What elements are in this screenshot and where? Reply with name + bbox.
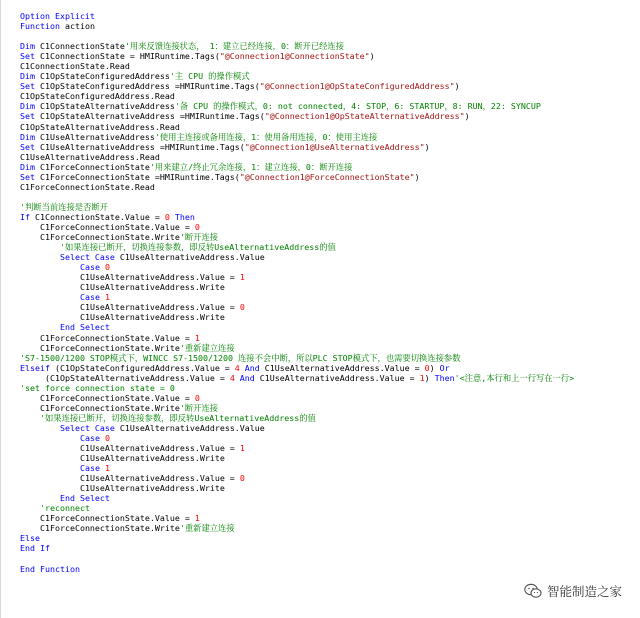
code-token: C1OpStateAlternativeAddress =HMIRuntime.Tags( — [39, 111, 265, 122]
code-token: C1ForceConnectionState.Value = — [39, 513, 195, 524]
code-token: 0 — [104, 432, 110, 443]
code-token: End Function — [20, 563, 80, 574]
code-token: C1ForceConnectionState.Write — [39, 523, 180, 534]
code-line — [20, 373, 574, 383]
code-token: Dim — [20, 131, 40, 142]
code-token: Case — [79, 292, 105, 303]
code-line — [20, 503, 574, 513]
code-token: '断开连接 — [179, 402, 219, 413]
code-token: C1UseAlternativeAddress.Read — [20, 151, 160, 162]
code-token: C1ForceConnectionState.Read — [20, 181, 155, 192]
code-line — [20, 353, 574, 363]
code-line — [20, 81, 574, 91]
code-token: Dim — [20, 161, 40, 172]
code-line — [20, 71, 574, 81]
code-token: 1 — [104, 463, 110, 474]
code-line — [20, 443, 574, 453]
code-line — [20, 142, 574, 152]
code-line — [20, 91, 574, 101]
code-line — [20, 152, 574, 162]
code-token: C1UseAlternativeAddress.Value = — [79, 272, 240, 283]
code-token: 1 — [419, 372, 425, 383]
code-token: 1 — [104, 292, 110, 303]
code-token: 1 — [239, 443, 245, 454]
code-line — [20, 172, 574, 182]
code-token: Else — [20, 533, 40, 544]
code-token: Function — [20, 21, 65, 32]
code-token: 'S7-1500/1200 STOP模式下，WINCC S7-1500/1200 连接不会中断，所以PLC STOP模式下，也需要切换连接参数 — [20, 352, 461, 363]
code-token: C1UseAlternativeAddress.Value = — [264, 362, 425, 373]
code-token: 4 — [234, 362, 240, 373]
code-line — [20, 162, 574, 172]
code-line — [20, 423, 574, 433]
code-token: 0 — [424, 362, 430, 373]
code-token: C1UseAlternativeAddress.Value = — [79, 443, 240, 454]
code-token: C1UseAlternativeAddress.Write — [79, 312, 225, 323]
code-line — [20, 433, 574, 443]
watermark-text: 智能制造之家 — [546, 584, 622, 599]
wechat-icon — [524, 583, 542, 599]
code-token: Elseif — [20, 362, 55, 373]
code-line — [20, 182, 574, 192]
code-token: Dim — [20, 41, 40, 52]
code-line — [20, 483, 574, 493]
code-token: C1UseAlternativeAddress.Value — [119, 252, 265, 263]
code-token: '如果连接已断开，切换连接参数，即反转UseAlternativeAddress的值 — [59, 242, 336, 253]
code-token: action — [64, 21, 95, 32]
code-token: C1UseAlternativeAddress.Value = — [79, 473, 240, 484]
code-line — [20, 473, 574, 483]
code-token: ) — [424, 141, 430, 152]
code-line — [20, 312, 574, 322]
code-line — [20, 513, 574, 523]
code-line — [20, 122, 574, 132]
code-line — [20, 31, 574, 41]
code-token: End Select — [59, 493, 110, 504]
code-token: 4 — [229, 372, 235, 383]
code-token: C1ForceConnectionState.Value = — [39, 392, 195, 403]
code-token: If — [20, 211, 35, 222]
code-token: C1UseAlternativeAddress.Value = — [259, 372, 420, 383]
code-line — [20, 333, 574, 343]
code-token: Case — [79, 432, 105, 443]
code-token: Dim — [20, 101, 40, 112]
code-token: C1ConnectionState — [39, 41, 125, 52]
code-token: ) — [429, 362, 440, 373]
code-token: C1ForceConnectionState.Value = — [39, 221, 195, 232]
code-token: Set — [20, 171, 40, 182]
code-line — [20, 533, 574, 543]
code-token: C1OpStateAlternativeAddress — [39, 101, 175, 112]
code-line — [20, 252, 574, 262]
code-token: 1 — [194, 513, 200, 524]
code-token: "@Connection1@ForceConnectionState" — [239, 171, 415, 182]
code-token: Set — [20, 81, 40, 92]
code-token: 0 — [194, 392, 200, 403]
code-line — [20, 543, 574, 553]
code-line — [20, 282, 574, 292]
code-line — [20, 61, 574, 71]
code-token: C1ForceConnectionState.Value = — [39, 332, 195, 343]
code-line — [20, 11, 574, 21]
code-token: Set — [20, 111, 40, 122]
code-token: ) — [369, 51, 375, 62]
code-token: Or — [439, 362, 450, 373]
code-token: Set — [20, 141, 40, 152]
code-line — [20, 322, 574, 332]
code-token: C1UseAlternativeAddress.Write — [79, 483, 225, 494]
code-token: Dim — [20, 71, 40, 82]
code-line — [20, 202, 574, 212]
code-line — [20, 343, 574, 353]
code-line — [20, 41, 574, 51]
code-token: C1UseAlternativeAddress.Write — [79, 453, 225, 464]
code-line — [20, 262, 574, 272]
code-token: ) — [424, 372, 435, 383]
code-token: '用来建立/终止冗余连接，1：建立连接，0：断开连接 — [149, 161, 353, 172]
code-line — [20, 292, 574, 302]
code-token: ) — [454, 81, 460, 92]
code-token: C1ForceConnectionState.Write — [39, 402, 180, 413]
code-line — [20, 111, 574, 121]
code-token: 0 — [104, 262, 110, 273]
vbscript-code[interactable] — [20, 11, 574, 574]
code-token: 'reconnect — [39, 503, 90, 514]
code-token: Set — [20, 51, 40, 62]
watermark — [524, 582, 622, 600]
code-token: Case — [79, 262, 105, 273]
code-token: Select Case — [59, 422, 120, 433]
code-token: '主 CPU 的操作模式 — [169, 71, 250, 82]
code-line — [20, 272, 574, 282]
code-token: '<注意,本行和上一行写在一行> — [454, 372, 575, 383]
code-token: C1ForceConnectionState.Write — [39, 342, 180, 353]
code-line — [20, 363, 574, 373]
code-token: C1OpStateConfiguredAddress.Read — [20, 91, 175, 102]
code-line — [20, 132, 574, 142]
code-line — [20, 493, 574, 503]
code-line — [20, 302, 574, 312]
code-token: C1UseAlternativeAddress.Value = — [79, 302, 240, 313]
code-line — [20, 232, 574, 242]
code-token: C1UseAlternativeAddress.Value — [119, 422, 265, 433]
code-token: '用来反馈连接状态， 1：建立已经连接，0：断开已经连接 — [124, 41, 345, 52]
code-token: C1ForceConnectionState — [39, 161, 150, 172]
code-token: C1ConnectionState.Value = — [35, 211, 165, 222]
code-token: "@Connection1@ConnectionState" — [219, 51, 370, 62]
code-token: Then — [169, 211, 195, 222]
code-token: C1ForceConnectionState =HMIRuntime.Tags( — [39, 171, 240, 182]
code-token: "@Connection1@OpStateAlternativeAddress" — [264, 111, 465, 122]
code-token: C1UseAlternativeAddress =HMIRuntime.Tags( — [39, 141, 245, 152]
code-token: 0 — [239, 302, 245, 313]
code-line — [20, 101, 574, 111]
code-token: 0 — [164, 211, 170, 222]
code-line — [20, 554, 574, 564]
code-line — [20, 212, 574, 222]
code-token: '重新建立连接 — [179, 342, 235, 353]
code-token: 0 — [194, 221, 200, 232]
code-token: C1OpStateAlternativeAddress.Read — [20, 121, 180, 132]
code-token: '使用主连接或备用连接，1：使用备用连接，0：使用主连接 — [154, 131, 378, 142]
code-token: 'set force connection state = 0 — [20, 382, 175, 393]
code-token: (C1OpStateConfiguredAddress.Value = — [54, 362, 235, 373]
code-token: Then — [434, 372, 455, 383]
code-token: And — [239, 362, 265, 373]
code-line — [20, 242, 574, 252]
code-token: ) — [414, 171, 420, 182]
code-token: 0 — [239, 473, 245, 484]
code-token: '如果连接已断开，切换连接参数，即反转UseAlternativeAddress的值 — [39, 412, 316, 423]
code-token: C1ConnectionState = HMIRuntime.Tags( — [39, 51, 220, 62]
code-token: Select Case — [59, 252, 120, 263]
code-line — [20, 383, 574, 393]
code-token: '重新建立连接 — [179, 523, 235, 534]
code-line — [20, 51, 574, 61]
code-token: C1UseAlternativeAddress.Write — [79, 282, 225, 293]
code-line — [20, 192, 574, 202]
code-token: ) — [464, 111, 470, 122]
code-line — [20, 393, 574, 403]
code-line — [20, 403, 574, 413]
code-line — [20, 413, 574, 423]
code-line — [20, 222, 574, 232]
code-token: "@Connection1@UseAlternativeAddress" — [244, 141, 425, 152]
code-line — [20, 21, 574, 31]
code-line — [20, 453, 574, 463]
code-token: (C1OpStateAlternativeAddress.Value = — [44, 372, 230, 383]
code-token: 1 — [239, 272, 245, 283]
code-line — [20, 523, 574, 533]
code-token: C1UseAlternativeAddress — [39, 131, 155, 142]
code-token: C1ForceConnectionState.Write — [39, 232, 180, 243]
code-token: Option Explicit — [20, 11, 95, 21]
code-token: 1 — [194, 332, 200, 343]
code-token: End If — [20, 543, 50, 554]
code-token: "@Connection1@OpStateConfiguredAddress" — [259, 81, 455, 92]
code-line — [20, 564, 574, 574]
code-token: C1OpStateConfiguredAddress — [39, 71, 170, 82]
code-token: End Select — [59, 322, 110, 333]
code-token: '断开连接 — [179, 232, 219, 243]
code-token: And — [234, 372, 260, 383]
code-line — [20, 463, 574, 473]
code-token: C1OpStateConfiguredAddress =HMIRuntime.Tags( — [39, 81, 260, 92]
code-token: '备 CPU 的操作模式，0: not connected，4: STOP，6: STARTUP，8: RUN，22: SYNCUP — [174, 101, 541, 112]
code-token: C1ConnectionState.Read — [20, 61, 130, 72]
code-token: '判断当前连接是否断开 — [20, 201, 108, 212]
code-token: Case — [79, 463, 105, 474]
